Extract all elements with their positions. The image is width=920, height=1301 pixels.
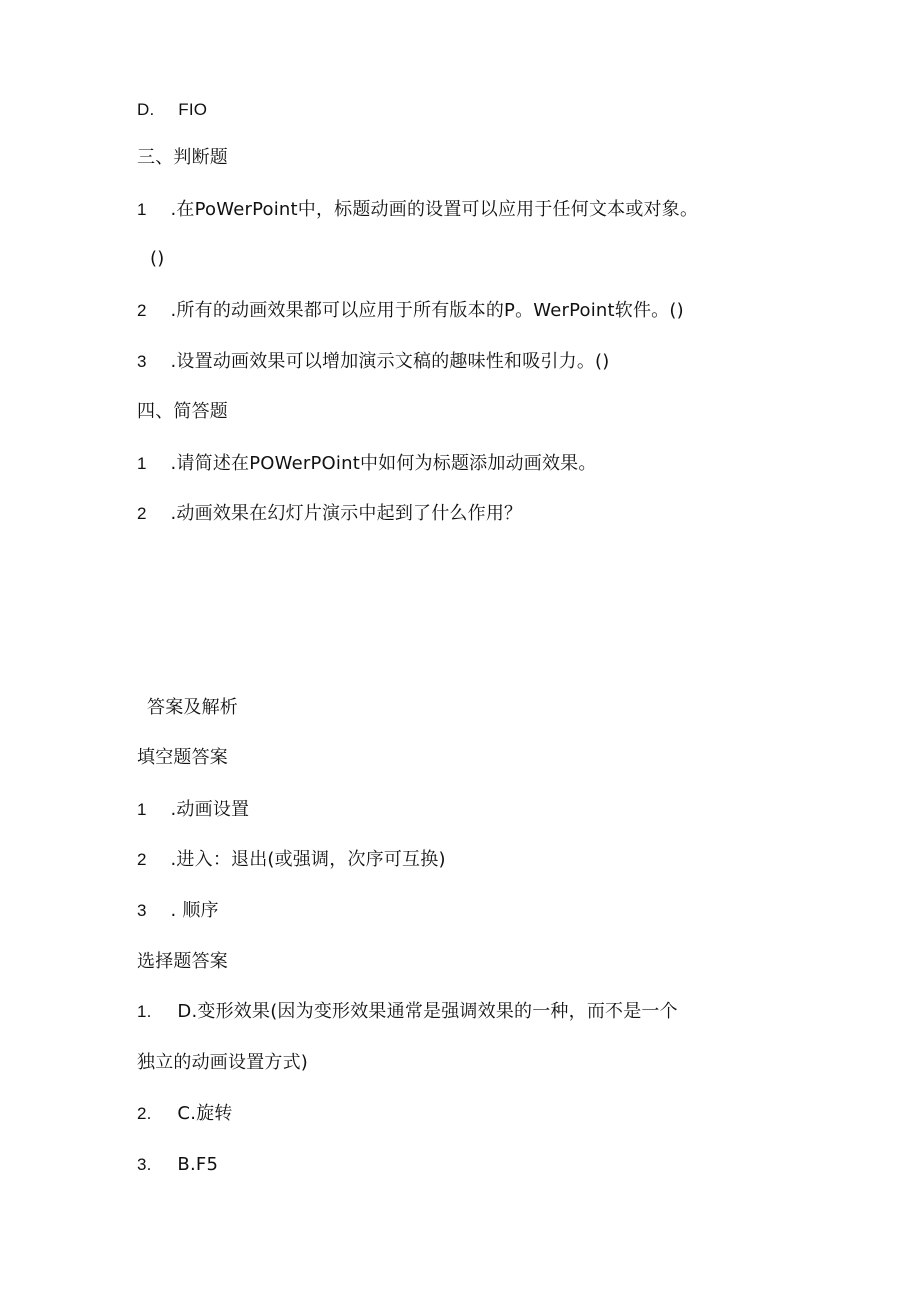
short-question-1	[137, 453, 597, 475]
question-text: .所有的动画效果都可以应用于所有版本的P。WerPoint软件。()	[170, 300, 684, 321]
answer-text: C.旋转	[177, 1103, 233, 1124]
fill-answers-title: 填空题答案	[137, 747, 228, 768]
answer-text: D.变形效果(因为变形效果通常是强调效果的一种，而不是一个	[177, 1001, 678, 1022]
question-text: .设置动画效果可以增加演示文稿的趣味性和吸引力。()	[170, 351, 610, 372]
short-question-2	[137, 503, 522, 525]
option-d-value: FIO	[178, 100, 208, 119]
judge-question-1-paren: ()	[150, 248, 165, 269]
question-number: 1	[137, 454, 147, 473]
choice-answer-1	[137, 1001, 678, 1023]
section-3-title: 三、判断题	[137, 147, 228, 168]
fill-answer-1	[137, 799, 249, 821]
option-d-line	[137, 99, 207, 121]
judge-question-1	[137, 199, 698, 221]
choice-answers-title: 选择题答案	[137, 951, 228, 972]
fill-answer-3	[137, 900, 219, 922]
question-text: .在PoWerPoint中，标题动画的设置可以应用于任何文本或对象。	[170, 199, 699, 220]
question-number: 2	[137, 504, 147, 523]
answer-number: 3	[137, 901, 147, 920]
answer-number: 3.	[137, 1155, 152, 1174]
question-number: 1	[137, 200, 147, 219]
answers-title: 答案及解析	[147, 697, 238, 718]
answer-number: 1.	[137, 1002, 152, 1021]
question-text: .请简述在POWerPOint中如何为标题添加动画效果。	[170, 453, 597, 474]
fill-answer-2	[137, 849, 446, 871]
section-4-title: 四、简答题	[137, 401, 228, 422]
answer-text: .动画设置	[170, 799, 250, 820]
answer-number: 1	[137, 800, 147, 819]
question-number: 3	[137, 352, 147, 371]
option-d-label: D.	[137, 100, 155, 119]
judge-question-2	[137, 300, 684, 322]
answer-number: 2.	[137, 1104, 152, 1123]
choice-answer-1-continuation: 独立的动画设置方式)	[137, 1052, 309, 1073]
answer-number: 2	[137, 850, 147, 869]
answer-text: B.F5	[177, 1154, 219, 1175]
choice-answer-3	[137, 1154, 218, 1176]
choice-answer-2	[137, 1103, 233, 1125]
answer-text: .进入：退出(或强调，次序可互换)	[170, 849, 446, 870]
question-number: 2	[137, 301, 147, 320]
question-text: .动画效果在幻灯片演示中起到了什么作用？	[170, 503, 523, 524]
judge-question-3	[137, 351, 609, 373]
answer-text: . 顺序	[170, 900, 219, 921]
